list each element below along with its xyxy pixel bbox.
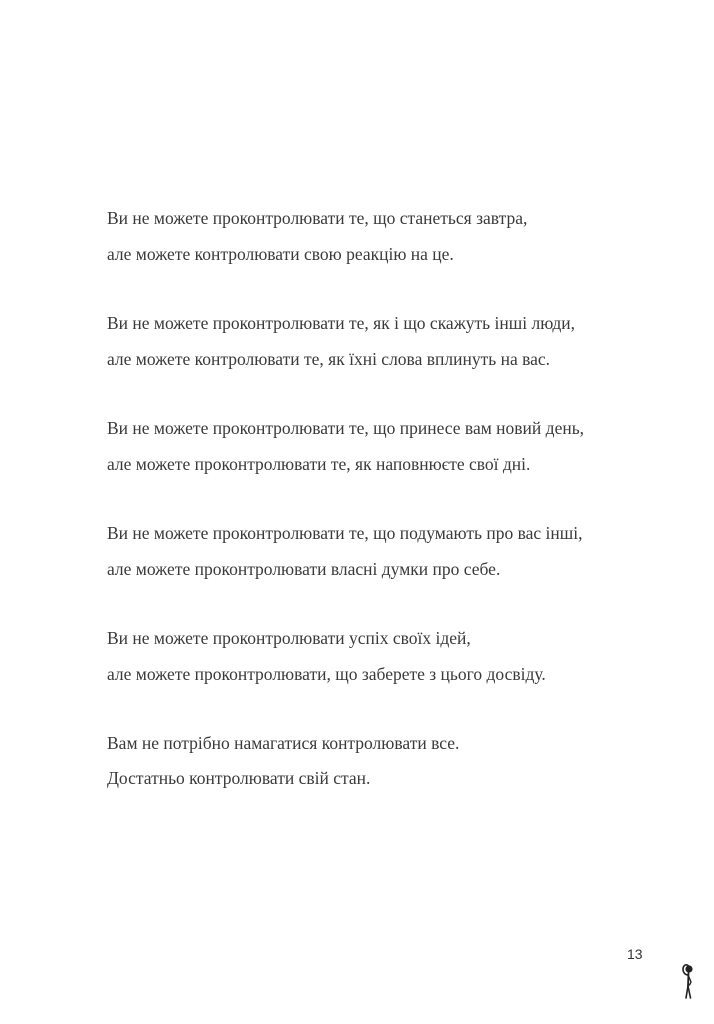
- stanza-2: [107, 308, 667, 380]
- poem-text: [107, 203, 667, 831]
- stanza-line: Достатньо контролювати свій стан.: [107, 768, 371, 788]
- stanza-line: Ви не можете проконтролювати успіх своїх ідей,: [107, 628, 471, 648]
- stanza-line: але можете проконтролювати те, як наповнюєте свої дні.: [107, 454, 531, 474]
- stanza-line: Ви не можете проконтролювати те, що подумають про вас інші,: [107, 523, 583, 543]
- stanza-line: Вам не потрібно намагатися контролювати все.: [107, 733, 460, 753]
- stanza-line: але можете проконтролювати власні думки про себе.: [107, 559, 501, 579]
- page-number: 13: [627, 946, 643, 962]
- stanza-1: [107, 203, 667, 275]
- stanza-line: але можете контролювати те, як їхні слова вплинуть на вас.: [107, 349, 551, 369]
- stanza-3: [107, 413, 667, 485]
- stanza-4: [107, 518, 667, 590]
- stanza-5: [107, 623, 667, 695]
- stanza-line: але можете контролювати свою реакцію на це.: [107, 244, 454, 264]
- thinking-stick-figure-icon: [679, 962, 697, 1000]
- stanza-line: але можете проконтролювати, що заберете з цього досвіду.: [107, 664, 546, 684]
- stanza-line: Ви не можете проконтролювати те, як і що скажуть інші люди,: [107, 313, 576, 333]
- stanza-line: Ви не можете проконтролювати те, що принесе вам новий день,: [107, 418, 585, 438]
- stanza-6: [107, 728, 667, 798]
- stanza-line: Ви не можете проконтролювати те, що станеться завтра,: [107, 208, 528, 228]
